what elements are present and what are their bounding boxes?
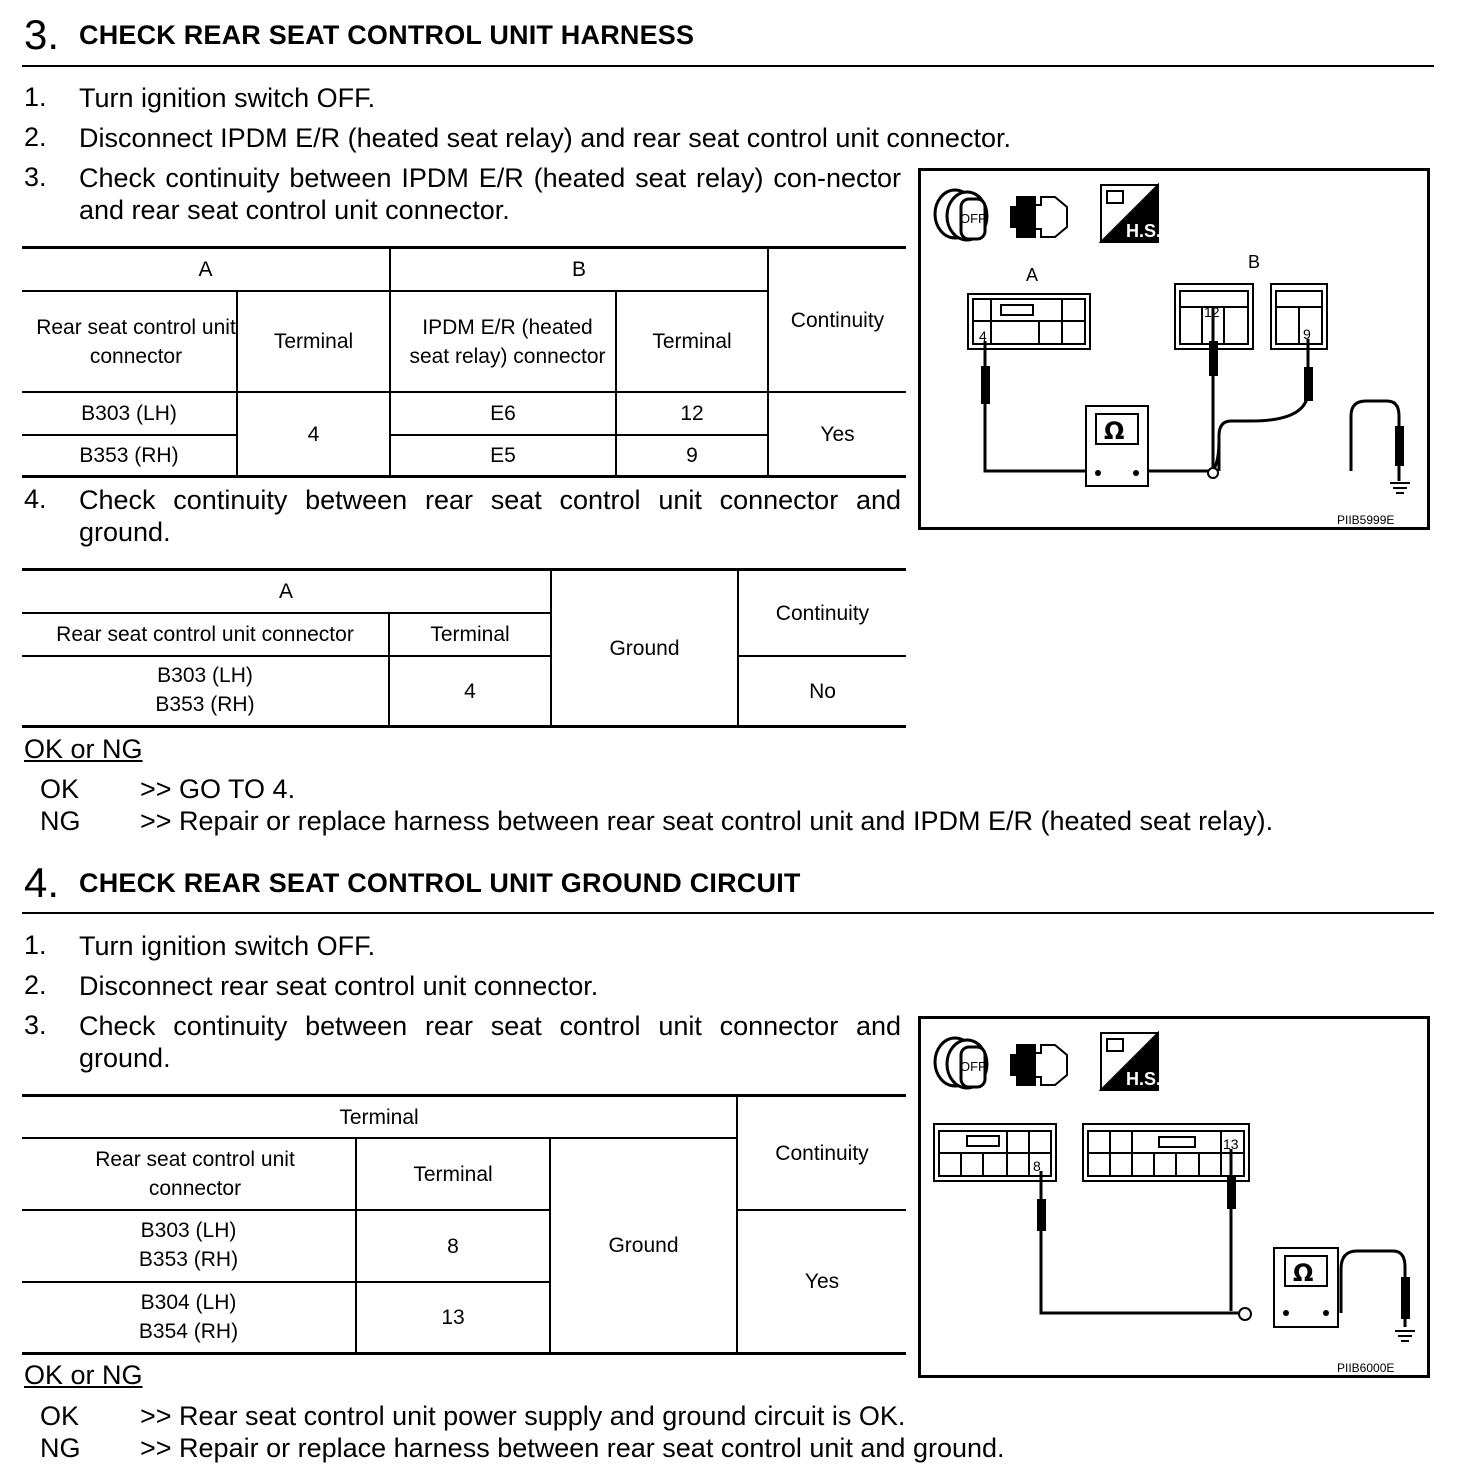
icon-off-label: OFF: [960, 211, 986, 226]
s3-ok-text: >> GO TO 4.: [140, 774, 296, 804]
t1-group-b: B: [571, 258, 586, 281]
t3-col-connector: Rear seat control unit connector: [95, 1148, 295, 1200]
pin-b1: 12: [1204, 304, 1220, 320]
t1-row1-b-terminal: 12: [680, 402, 704, 425]
s4-step3-text: Check continuity between rear seat control unit connector and ground.: [79, 1011, 901, 1073]
s3-wiring-diagram: [921, 171, 1427, 527]
s4-step3-number: 3.: [24, 1010, 47, 1040]
section4-title: CHECK REAR SEAT CONTROL UNIT GROUND CIRCUIT: [79, 868, 801, 898]
ground-icon: [1395, 1331, 1415, 1341]
t1-row1-a-connector: B303 (LH): [81, 402, 177, 425]
wires: [985, 306, 1399, 481]
section4-rule: [22, 912, 1434, 914]
s3-figure-code: PIIB5999E: [1337, 513, 1395, 527]
t3-col-continuity: Continuity: [775, 1141, 869, 1165]
connector-a-label: A: [1026, 265, 1039, 285]
s3-wiring-figure: [918, 168, 1430, 530]
t3-continuity: Yes: [804, 1270, 840, 1293]
t3-col-terminal: Terminal: [413, 1162, 493, 1186]
s4-step2-text: Disconnect rear seat control unit connector.: [79, 971, 599, 1001]
s3-step2-number: 2.: [24, 122, 47, 152]
t3-row1-rh: B353 (RH): [138, 1248, 239, 1271]
s4-step1-text: Turn ignition switch OFF.: [79, 931, 376, 961]
s3-step1-number: 1.: [24, 82, 47, 112]
junction-dot: [1208, 468, 1218, 478]
connector-disconnect-icon: [1011, 197, 1067, 237]
s3-step1-text: Turn ignition switch OFF.: [79, 83, 376, 113]
connector-disconnect-icon: [1011, 1045, 1067, 1085]
t2-connector-rh: B353 (RH): [155, 692, 255, 716]
connector-2: [1083, 1124, 1249, 1181]
icon-off-label: OFF: [960, 1059, 986, 1074]
s4-step1-number: 1.: [24, 930, 47, 960]
t2-connector-lh: B303 (LH): [157, 663, 253, 687]
pin-2: 13: [1223, 1136, 1239, 1152]
s4-ok-or-ng: OK or NG: [24, 1360, 143, 1390]
t1-row2-b-connector: E5: [490, 444, 516, 467]
s3-ok-key: OK: [40, 774, 80, 804]
t1-row1-b-connector: E6: [490, 402, 516, 425]
s4-wiring-diagram: [921, 1019, 1427, 1375]
pin-a: 4: [979, 328, 987, 344]
t2-col-continuity: Continuity: [775, 601, 870, 625]
ground-icon: [1390, 483, 1410, 493]
icon-hs-label: H.S.: [1126, 221, 1162, 241]
t2-col-connector: Rear seat control unit connector: [56, 623, 354, 646]
t2-col-terminal: Terminal: [430, 623, 510, 646]
t3-col-ground: Ground: [608, 1234, 679, 1257]
probes: [1037, 1177, 1410, 1319]
s3-step4-number: 4.: [24, 484, 47, 514]
s3-ok-or-ng: OK or NG: [24, 734, 143, 764]
t3-row2-terminal: 13: [441, 1306, 465, 1329]
pin-1: 8: [1033, 1158, 1041, 1174]
s4-figure-code: PIIB6000E: [1337, 1361, 1395, 1375]
s3-step4-text: Check continuity between rear seat control unit connector and ground.: [79, 485, 901, 547]
connector-b-label: B: [1248, 252, 1261, 272]
s4-ok-text: >> Rear seat control unit power supply and ground circuit is OK.: [140, 1401, 906, 1431]
t1-continuity: Yes: [820, 422, 855, 446]
s4-step2-number: 2.: [24, 970, 47, 1000]
junction-dot: [1239, 1308, 1251, 1320]
s4-ok-key: OK: [40, 1401, 80, 1431]
s3-step2-text: Disconnect IPDM E/R (heated seat relay) and rear seat control unit connector.: [79, 123, 1011, 153]
ohm-symbol: Ω: [1293, 1259, 1314, 1287]
icon-hs-label: H.S.: [1126, 1069, 1162, 1089]
t1-row2-a-connector: B353 (RH): [79, 444, 179, 467]
t3-row2-lh: B304 (LH): [140, 1291, 237, 1314]
pin-b2: 9: [1303, 326, 1311, 342]
s3-ng-key: NG: [40, 806, 81, 836]
s4-ng-key: NG: [40, 1433, 81, 1463]
section4-number: 4.: [24, 859, 60, 906]
t2-col-ground: Ground: [609, 636, 680, 660]
t1-col-a-terminal: Terminal: [273, 330, 354, 353]
t3-row2-rh: B354 (RH): [138, 1320, 239, 1343]
t1-col-b-terminal: Terminal: [652, 330, 732, 353]
t2-continuity: No: [809, 679, 836, 703]
ohm-symbol: Ω: [1104, 417, 1125, 445]
s4-wiring-figure: [918, 1016, 1430, 1378]
t2-group-a: A: [278, 580, 293, 603]
t1-group-a: A: [198, 258, 213, 281]
t3-row1-lh: B303 (LH): [140, 1219, 237, 1242]
t1-a-terminal: 4: [307, 422, 320, 446]
t2-terminal: 4: [464, 679, 476, 703]
t1-col-a-connector: Rear seat control unit connector: [36, 315, 236, 368]
s3-step3-text: Check continuity between IPDM E/R (heated seat relay) con-nector and rear seat control unit connector.: [79, 163, 901, 225]
s4-ng-text: >> Repair or replace harness between rear seat control unit and ground.: [140, 1433, 1005, 1463]
section3-rule: [22, 65, 1434, 67]
s3-step3-number: 3.: [24, 162, 47, 192]
t1-col-continuity: Continuity: [790, 308, 885, 332]
t1-row2-b-terminal: 9: [686, 444, 698, 467]
t3-row1-terminal: 8: [447, 1234, 459, 1258]
section3-title: CHECK REAR SEAT CONTROL UNIT HARNESS: [79, 20, 695, 50]
connector-b2: [1271, 284, 1327, 349]
t3-group-terminal: Terminal: [339, 1105, 419, 1129]
s3-ng-text: >> Repair or replace harness between rear seat control unit and IPDM E/R (heated seat relay).: [140, 806, 1274, 836]
t1-col-b-connector: IPDM E/R (heated seat relay) connector: [409, 315, 606, 368]
probes: [981, 341, 1404, 466]
section3-number: 3.: [24, 11, 60, 58]
